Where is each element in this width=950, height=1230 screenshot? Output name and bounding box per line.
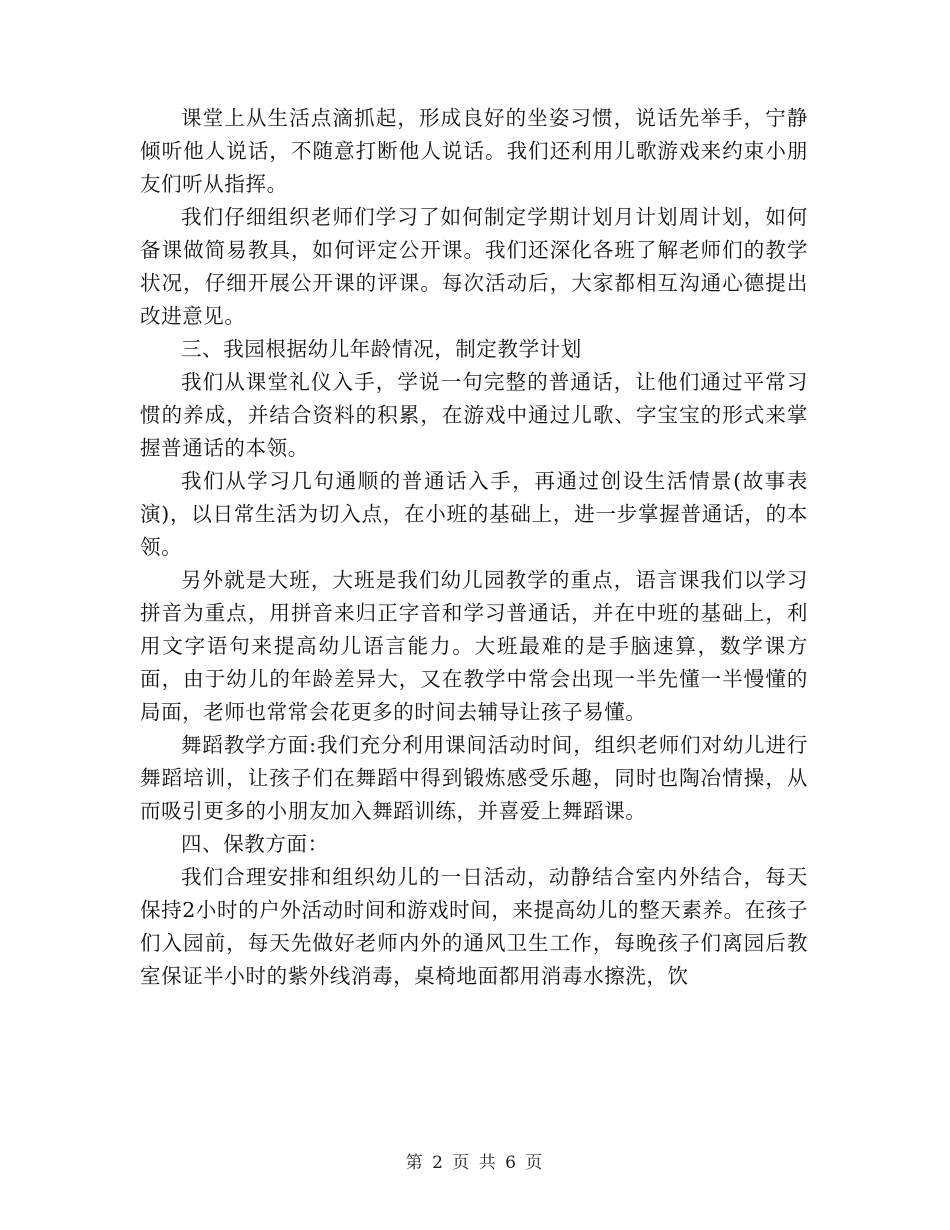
paragraph-classroom-etiquette: 我们从课堂礼仪入手，学说一句完整的普通话，让他们通过平常习惯的养成，并结合资料的积累，在游戏中通过儿歌、字宝宝的形式来掌握普通话的本领。 [140, 370, 808, 460]
paragraph-teacher-training: 我们仔细组织老师们学习了如何制定学期计划月计划周计划，如何备课做简易教具，如何评定公开课。我们还深化各班了解老师们的教学状况，仔细开展公开课的评课。每次活动后，大家都相互沟通心德提出改进意见。 [140, 205, 808, 328]
section-heading-teaching-plan: 三、我园根据幼儿年龄情况，制定教学计划 [181, 337, 582, 361]
section-heading-care-education: 四、保教方面： [181, 832, 329, 856]
document-body [140, 102, 808, 993]
paragraph-classroom-habits: 课堂上从生活点滴抓起，形成良好的坐姿习惯，说话先举手，宁静倾听他人说话，不随意打断他人说话。我们还利用儿歌游戏来约束小朋友们听从指挥。 [140, 106, 808, 196]
page-number-footer: 第 2 页 共 6 页 [405, 1153, 545, 1173]
paragraph-senior-class: 另外就是大班，大班是我们幼儿园教学的重点，语言课我们以学习拼音为重点，用拼音来归正字音和学习普通话，并在中班的基础上，利用文字语句来提高幼儿语言能力。大班最难的是手脑速算，数学课方面，由于幼儿的年龄差异大，又在教学中常会出现一半先懂一半慢懂的局面，老师也常常会花更多的时间去辅导让孩子易懂。 [140, 568, 808, 724]
paragraph-dance-teaching: 舞蹈教学方面:我们充分利用课间活动时间，组织老师们对幼儿进行舞蹈培训，让孩子们在舞蹈中得到锻炼感受乐趣，同时也陶冶情操，从而吸引更多的小朋友加入舞蹈训练，并喜爱上舞蹈课。 [140, 733, 808, 823]
paragraph-daily-activities: 我们合理安排和组织幼儿的一日活动，动静结合室内外结合，每天保持2小时的户外活动时间和游戏时间，来提高幼儿的整天素养。在孩子们入园前，每天先做好老师内外的通风卫生工作，每晚孩子们离园后教室保证半小时的紫外线消毒，桌椅地面都用消毒水擦洗，饮 [140, 865, 808, 988]
paragraph-middle-class: 我们从学习几句通顺的普通话入手，再通过创设生活情景(故事表演)，以日常生活为切入点，在小班的基础上，进一步掌握普通话，的本领。 [140, 469, 808, 559]
